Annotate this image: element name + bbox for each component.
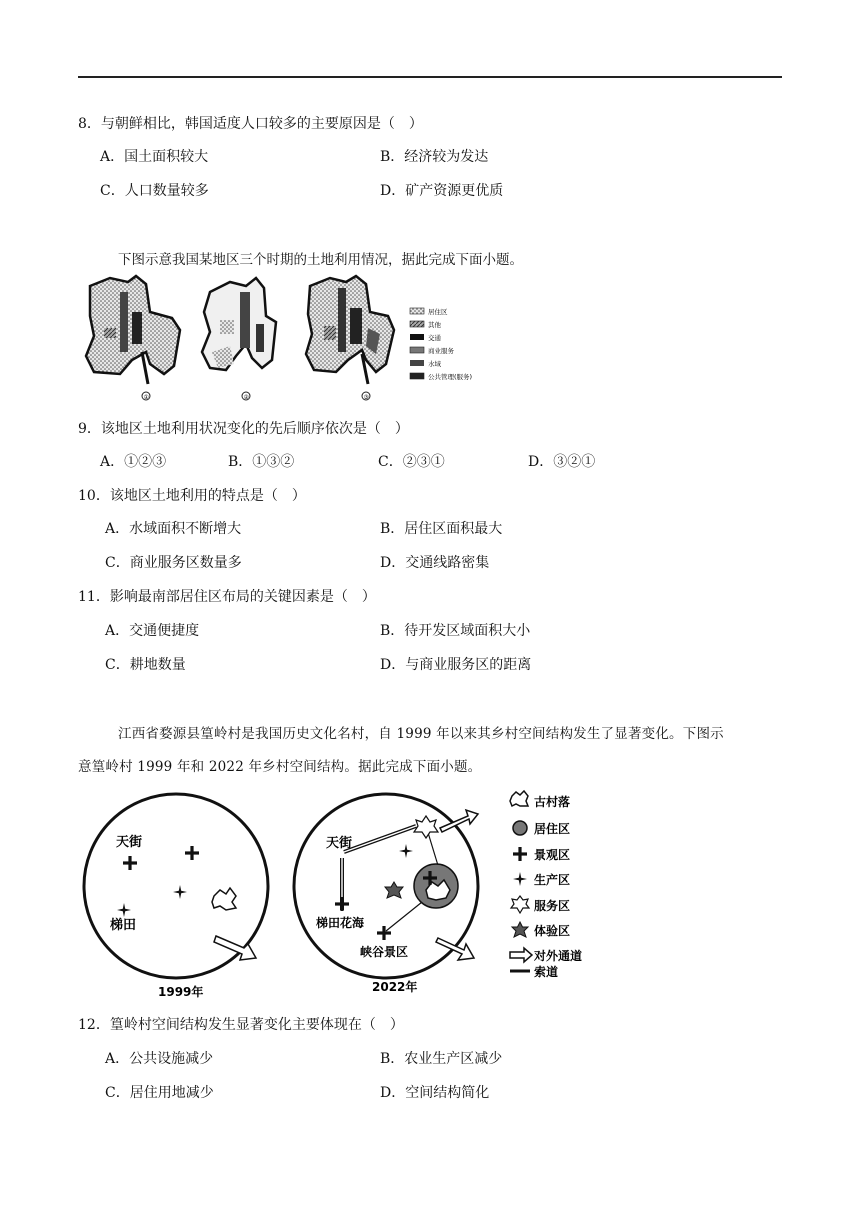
svg-text:①: ① [143, 394, 149, 401]
q8-option-b: B．经济较为发达 [380, 149, 489, 165]
q10-option-c: C．商业服务区数量多 [105, 555, 242, 571]
svg-text:水域: 水域 [428, 360, 441, 368]
map-1999 [84, 794, 268, 999]
map-2022 [294, 794, 478, 994]
svg-text:居住区: 居住区 [428, 308, 448, 316]
q9-option-a: A．①②③ [100, 454, 167, 470]
svg-text:1999年: 1999年 [158, 985, 204, 999]
svg-text:商业服务: 商业服务 [428, 347, 454, 355]
q12-option-d: D．空间结构简化 [380, 1085, 490, 1101]
q11-option-b: B．待开发区域面积大小 [380, 623, 531, 639]
svg-text:索道: 索道 [534, 965, 559, 979]
header-rule [78, 76, 782, 78]
q12-option-a: A．公共设施减少 [105, 1051, 214, 1067]
q8-option-c: C．人口数量较多 [100, 183, 209, 199]
village-structure-figure [80, 786, 600, 1000]
intro-12-line-1: 江西省婺源县篁岭村是我国历史文化名村，自 1999 年以来其乡村空间结构发生了显著变化。下图示 [118, 726, 724, 742]
svg-text:对外通道: 对外通道 [534, 949, 583, 963]
svg-text:古村落: 古村落 [534, 795, 571, 809]
svg-text:梯田: 梯田 [110, 918, 137, 933]
land-use-legend [410, 307, 472, 381]
svg-text:梯田花海: 梯田花海 [316, 916, 365, 930]
svg-text:②: ② [243, 394, 249, 401]
question-11-stem: 11．影响最南部居住区布局的关键因素是（ ） [78, 589, 376, 605]
q11-option-c: C．耕地数量 [105, 657, 186, 673]
svg-text:天街: 天街 [326, 836, 353, 851]
svg-text:景观区: 景观区 [534, 848, 571, 862]
map-2 [202, 278, 276, 401]
question-12-stem: 12．篁岭村空间结构发生显著变化主要体现在（ ） [78, 1017, 404, 1033]
question-10-stem: 10．该地区土地利用的特点是（ ） [78, 488, 306, 504]
q10-option-a: A．水域面积不断增大 [105, 521, 242, 537]
intro-9-11: 下图示意我国某地区三个时期的土地利用情况，据此完成下面小题。 [118, 252, 523, 268]
svg-text:③: ③ [363, 394, 369, 401]
svg-text:2022年: 2022年 [372, 980, 418, 994]
q10-option-b: B．居住区面积最大 [380, 521, 503, 537]
land-use-figure [80, 272, 500, 406]
intro-12-line-2: 意篁岭村 1999 年和 2022 年乡村空间结构。据此完成下面小题。 [78, 759, 482, 775]
q12-option-c: C．居住用地减少 [105, 1085, 214, 1101]
svg-text:公共管理(服务): 公共管理(服务) [428, 373, 473, 381]
question-9-stem: 9．该地区土地利用状况变化的先后顺序依次是（ ） [78, 421, 409, 437]
q9-option-c: C．②③① [378, 454, 445, 470]
svg-text:天街: 天街 [116, 835, 143, 850]
q9-option-d: D．③②① [528, 454, 596, 470]
q11-option-d: D．与商业服务区的距离 [380, 657, 532, 673]
svg-text:体验区: 体验区 [534, 924, 571, 938]
svg-text:居住区: 居住区 [534, 822, 571, 836]
q8-option-d: D．矿产资源更优质 [380, 183, 504, 199]
q11-option-a: A．交通便捷度 [105, 623, 200, 639]
svg-text:其他: 其他 [428, 321, 441, 329]
svg-text:峡谷景区: 峡谷景区 [360, 945, 409, 959]
q8-option-a: A．国土面积较大 [100, 149, 209, 165]
svg-text:交通: 交通 [428, 334, 441, 342]
q10-option-d: D．交通线路密集 [380, 555, 490, 571]
map-1 [86, 276, 180, 401]
map-3 [306, 276, 394, 401]
question-8-stem: 8．与朝鲜相比，韩国适度人口较多的主要原因是（ ） [78, 116, 423, 132]
q12-option-b: B．农业生产区减少 [380, 1051, 503, 1067]
q9-option-b: B．①③② [228, 454, 295, 470]
svg-text:生产区: 生产区 [534, 873, 571, 887]
svg-text:服务区: 服务区 [534, 899, 571, 913]
village-legend [510, 791, 582, 979]
